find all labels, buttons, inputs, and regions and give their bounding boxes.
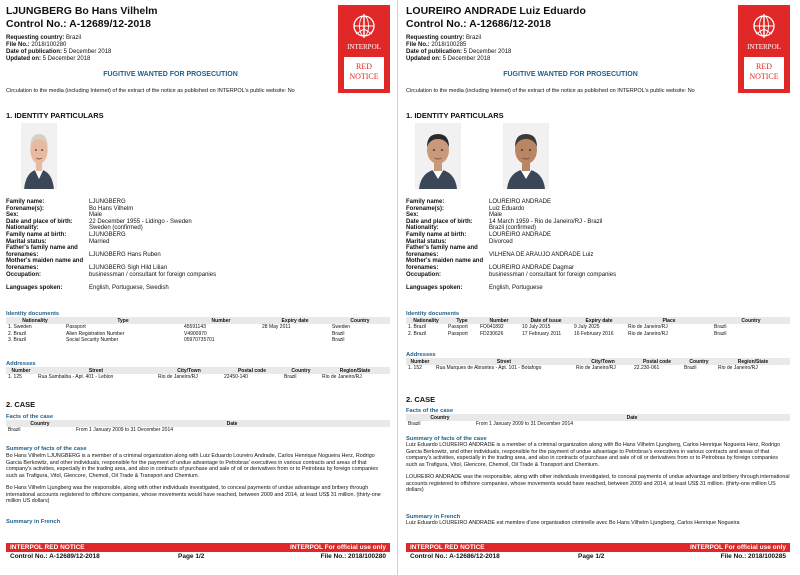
footer-official: INTERPOL For official use only — [290, 544, 386, 551]
identity-key: Marital status: — [406, 238, 447, 245]
table-header-cell: Type — [64, 317, 182, 324]
identity-key: Mother's maiden name and forenames: — [6, 258, 84, 271]
table-cell: Rio de Janeiro/RJ — [158, 374, 198, 381]
logo-plate — [344, 57, 384, 89]
table-cell: 2. Brazil — [408, 330, 427, 337]
table-cell: Social Security Number — [66, 337, 119, 344]
identity-key: Forename(s): — [6, 205, 45, 212]
summary-heading: Summary of facts of the case — [6, 446, 87, 452]
table-header-cell: Nationality — [406, 317, 446, 324]
summary-french-heading: Summary in French — [406, 514, 461, 520]
table-cell: 45591143 — [184, 324, 206, 331]
logo-line-notice: NOTICE — [349, 72, 379, 81]
page-divider — [397, 0, 398, 575]
addresses-heading: Addresses — [406, 352, 436, 358]
footer-official: INTERPOL For official use only — [690, 544, 786, 551]
table-header-cell: Country — [282, 367, 320, 374]
table-cell: 10 July 2015 — [522, 324, 551, 331]
interpol-red-notice-logo — [338, 5, 390, 93]
identity-key: Languages spoken: — [6, 284, 63, 291]
identity-documents-table — [406, 317, 790, 337]
summary-paragraph-1: Bo Hans Vilhelm LJUNGBERG is a member of a criminal organization along with Luiz Eduardo Loureiro Andrade, Carlos Henrique Nogueira Herz, Rodrigo Garcia Berkowitz, and other individuals, responsible for the payment of undue advantage to Petrobras' executives in various contracts and areas of that company's activities, especially in the trading area, and also in contracts of purchase and sale of oil or derivatives from or to Petrobras by foreign companies such as Trafigura, Vitol, Glencore, Chemoil, Oil Trade & Transport and Chemium. — [6, 453, 378, 479]
meta-value: 2018/100285 — [431, 42, 467, 48]
table-cell: From 1 January 2009 to 31 December 2014 — [476, 421, 573, 428]
identity-value: Divorced — [489, 238, 513, 245]
meta-row — [6, 42, 111, 49]
table-header-cell: Date — [74, 420, 390, 427]
interpol-red-notice-logo — [738, 5, 790, 93]
identity-key: Father's family name and forenames: — [406, 245, 478, 258]
identity-value: Male — [89, 212, 103, 219]
identity-value: LOUREIRO ANDRADE — [489, 199, 552, 205]
table-header-cell: Type — [446, 317, 478, 324]
notice-page-left — [3, 0, 393, 575]
table-cell: 22.230-061 — [634, 365, 660, 372]
meta-key: Requesting country: — [6, 35, 65, 41]
table-cell: 1. 125 — [8, 374, 22, 381]
table-header-row — [406, 358, 790, 365]
summary-paragraph-2: Bo Hans Vilhelm Ljungberg was the responsible, along with other individuals investigated, to conceal payments of undue advantage and bribery through international accounts registered to offshore companies, whose movements would have reached, between 2009 and 2014, at least US$ 31 million. (thirty-one million US dollars) — [6, 485, 381, 504]
footer-page-number: Page 1/2 — [578, 553, 605, 560]
table-cell: Brazil — [714, 324, 727, 331]
table-cell: Brazil — [714, 330, 727, 337]
identity-value: Married — [89, 238, 110, 245]
meta-key: File No.: — [6, 42, 30, 48]
identity-key: Mother's maiden name and forenames: — [406, 258, 484, 271]
facts-table — [406, 414, 790, 428]
identity-key: Date and place of birth: — [406, 218, 473, 225]
table-cell: Rio de Janeiro/RJ — [718, 365, 758, 372]
section-case-heading: 2. CASE — [6, 400, 36, 409]
footer-page-number: Page 1/2 — [178, 553, 205, 560]
facts-heading: Facts of the case — [406, 408, 454, 414]
table-cell: Rio de Janeiro/RJ — [628, 324, 668, 331]
interpol-globe-icon — [751, 13, 777, 39]
identity-key: Sex: — [406, 212, 419, 219]
identity-documents-heading: Identity documents — [6, 311, 60, 317]
identity-value: businessman / consultant for foreign companies — [89, 271, 217, 278]
summary-heading: Summary of facts of the case — [406, 436, 487, 442]
table-cell: 3. Brazil — [8, 337, 27, 344]
footer-file-number: File No.: 2018/100280 — [320, 553, 386, 560]
photo-1 — [21, 123, 57, 189]
identity-value: 14 March 1959 - Rio de Janeiro/RJ - Brazil — [489, 218, 603, 225]
table-cell: Passport — [448, 324, 468, 331]
notice-page-right — [403, 0, 793, 575]
summary-french-heading: Summary in French — [6, 519, 61, 525]
identity-key: Family name at birth: — [406, 231, 467, 238]
meta-value: 2018/100280 — [31, 42, 67, 48]
footer-banner — [406, 543, 790, 552]
identity-key: Father's family name and forenames: — [6, 245, 78, 258]
footer-info — [406, 553, 790, 561]
table-header-cell: Country — [682, 358, 716, 365]
table-cell: 17 February 2011 — [522, 330, 562, 337]
identity-key: Occupation: — [6, 271, 42, 278]
logo-line-red: RED — [756, 62, 772, 71]
identity-documents-heading: Identity documents — [406, 311, 460, 317]
table-cell: FD230626 — [480, 330, 504, 337]
identity-value: LJUNGBERG — [89, 231, 126, 238]
notice-meta — [406, 35, 511, 63]
logo-line-red: RED — [356, 62, 372, 71]
table-cell: Brazil — [684, 365, 697, 372]
table-header-cell: Country — [6, 420, 74, 427]
meta-key: Updated on: — [6, 56, 41, 62]
table-cell: Rua Sambaiba - Apt. 401 - Leblon — [38, 374, 114, 381]
table-header-cell: Number — [6, 367, 36, 374]
meta-row — [6, 56, 111, 63]
facts-heading: Facts of the case — [6, 414, 54, 420]
meta-key: Date of publication: — [6, 49, 62, 55]
table-cell: Brazil — [332, 337, 345, 344]
summary-paragraph-1: Luiz Eduardo LOUREIRO ANDRADE is a member of a criminal organization along with Bo Hans Vilhelm Ljungberg, Carlos Henrique Nogueira Herz, Rodrigo Garcia Berkowitz, and other individuals, responsible for the payment of undue advantage to Petrobras's executives in various contracts and areas of that company's activities, especially in the trading area, and also in contracts of purchase and sale of oil or derivatives from or to Petrobras by foreign companies such as Trafigura, Vitol, Glencore, Chemoil, Oil Trade & Transport and Chemium. — [406, 442, 781, 468]
notice-category: FUGITIVE WANTED FOR PROSECUTION — [103, 71, 238, 78]
meta-value: 5 December 2018 — [42, 56, 91, 62]
table-header-cell: City/Town — [156, 367, 222, 374]
table-header-cell: Country — [712, 317, 790, 324]
facts-table — [6, 420, 390, 434]
table-cell: 05970735701 — [184, 337, 215, 344]
logo-line-notice: NOTICE — [749, 72, 779, 81]
table-cell: 2. Brazil — [8, 330, 27, 337]
control-number: Control No.: A-12686/12-2018 — [406, 18, 551, 30]
table-header-cell: Date of issue — [520, 317, 572, 324]
footer-title: INTERPOL RED NOTICE — [410, 544, 485, 551]
table-cell: Brazil — [8, 427, 21, 434]
summary-french-text: Luiz Eduardo LOUREIRO ANDRADE est membre d'une organisation criminelle avec Bo Hans Vilhelm Ljungberg, Carlos Henrique Nogueira — [406, 520, 740, 526]
addresses-table — [406, 358, 790, 372]
identity-documents-table — [6, 317, 390, 344]
logo-org-name: INTERPOL — [347, 43, 381, 51]
photo-1 — [415, 123, 461, 189]
portrait-icon — [503, 123, 549, 189]
meta-row — [6, 49, 111, 56]
footer-file-number: File No.: 2018/100285 — [720, 553, 786, 560]
table-header-cell: Postal code — [632, 358, 682, 365]
identity-key: Marital status: — [6, 238, 47, 245]
table-row — [6, 427, 390, 434]
identity-value: English, Portuguese — [489, 284, 543, 291]
table-header-cell: Country — [330, 317, 390, 324]
meta-value: 5 December 2018 — [442, 56, 491, 62]
identity-value: Bo Hans Vilhelm — [89, 205, 134, 212]
table-header-cell: Number — [182, 317, 260, 324]
notice-meta — [6, 35, 111, 63]
table-cell: Brazil — [332, 330, 345, 337]
identity-key: Family name: — [6, 199, 45, 205]
identity-key: Nationality: — [406, 225, 439, 232]
table-cell: Rua Marques de Abrantes - Apt. 101 - Botafogo — [436, 365, 542, 372]
table-header-cell: Postal code — [222, 367, 282, 374]
table-header-cell: Date — [474, 414, 790, 421]
meta-row — [406, 56, 511, 63]
identity-value: English, Portuguese, Swedish — [89, 284, 169, 291]
table-header-cell: Expiry date — [260, 317, 330, 324]
table-header-row — [406, 414, 790, 421]
table-row — [6, 337, 390, 344]
identity-value: LOUREIRO ANDRADE — [489, 231, 552, 238]
footer-title: INTERPOL RED NOTICE — [10, 544, 85, 551]
table-cell: Rio de Janeiro/RJ — [628, 330, 668, 337]
meta-key: Updated on: — [406, 56, 441, 62]
table-cell: 1. Brazil — [408, 324, 427, 331]
identity-key: Date and place of birth: — [6, 218, 73, 225]
meta-row — [406, 49, 511, 56]
identity-value: LOUREIRO ANDRADE Dagmar — [489, 264, 575, 271]
meta-row — [6, 35, 111, 42]
meta-key: Date of publication: — [406, 49, 462, 55]
section-identity-heading: 1. IDENTITY PARTICULARS — [6, 111, 104, 120]
identity-key: Family name at birth: — [6, 231, 67, 238]
table-cell: 16 February 2016 — [574, 330, 614, 337]
logo-org-name: INTERPOL — [747, 43, 781, 51]
section-case-heading: 2. CASE — [406, 395, 436, 404]
table-row — [406, 365, 790, 372]
subject-name: LJUNGBERG Bo Hans Vilhelm — [6, 5, 158, 17]
logo-plate — [744, 57, 784, 89]
section-identity-heading: 1. IDENTITY PARTICULARS — [406, 111, 504, 120]
meta-key: File No.: — [406, 42, 430, 48]
table-header-row — [6, 420, 390, 427]
photo-2 — [503, 123, 549, 189]
subject-name: LOUREIRO ANDRADE Luiz Eduardo — [406, 5, 586, 17]
table-cell: 28 May 2011 — [262, 324, 291, 331]
notice-category: FUGITIVE WANTED FOR PROSECUTION — [503, 71, 638, 78]
summary-text — [6, 453, 390, 505]
identity-key: Sex: — [6, 212, 19, 219]
identity-key: Forename(s): — [406, 205, 445, 212]
table-header-cell: Expiry date — [572, 317, 626, 324]
meta-value: 5 December 2018 — [63, 49, 112, 55]
table-cell: Rio de Janeiro/RJ — [576, 365, 616, 372]
addresses-table — [6, 367, 390, 381]
table-cell: Alien Registration Number — [66, 330, 125, 337]
identity-value: Male — [489, 212, 503, 219]
table-cell: Sweden — [332, 324, 351, 331]
identity-value: 22 December 1955 - Lidingo - Sweden — [89, 218, 192, 225]
meta-key: Requesting country: — [406, 35, 465, 41]
table-cell: From 1 January 2009 to 31 December 2014 — [76, 427, 173, 434]
footer-info — [6, 553, 390, 561]
table-cell — [260, 337, 330, 344]
table-cell: 1. Sweden — [8, 324, 32, 331]
table-cell: Brazil — [408, 421, 421, 428]
table-cell: 22450-140 — [224, 374, 248, 381]
identity-value: VILHENA DE ARAUJO ANDRADE Luiz — [489, 251, 594, 258]
summary-text — [406, 442, 790, 494]
identity-key: Family name: — [406, 199, 445, 205]
interpol-globe-icon — [351, 13, 377, 39]
table-header-cell: Street — [36, 367, 156, 374]
table-header-cell: Street — [434, 358, 574, 365]
control-number: Control No.: A-12689/12-2018 — [6, 18, 151, 30]
identity-key: Languages spoken: — [406, 284, 463, 291]
summary-paragraph-2: LOUREIRO ANDRADE was the responsible, along with other individuals investigated, to conceal payments of undue advantage and bribery through international accounts registered to offshore companies, whose movements would have reached, between 2009 and 2014, at least US$ 31 million. (thirty-one million US dollars) — [406, 474, 790, 493]
table-header-cell: Country — [406, 414, 474, 421]
table-row — [406, 421, 790, 428]
footer-banner — [6, 543, 390, 552]
circulation-note: Circulation to the media (including Internet) of the extract of the notice as published on INTERPOL's public website: No — [6, 88, 295, 94]
table-header-cell: Place — [626, 317, 712, 324]
table-cell: V4900970 — [184, 330, 207, 337]
footer-control-number: Control No.: A-12686/12-2018 — [410, 553, 500, 560]
table-header-cell: Region/State — [320, 367, 390, 374]
meta-row — [406, 42, 511, 49]
identity-value: LJUNGBERG Sigh Hild Lilian — [89, 264, 168, 271]
portrait-icon — [21, 123, 57, 189]
identity-value: Luiz Eduardo — [489, 205, 525, 212]
table-header-cell: Number — [406, 358, 434, 365]
portrait-icon — [415, 123, 461, 189]
table-cell: Brazil — [284, 374, 297, 381]
identity-value: Brazil (confirmed) — [489, 225, 537, 232]
identity-key: Occupation: — [406, 271, 442, 278]
identity-value: Sweden (confirmed) — [89, 225, 143, 232]
identity-key: Nationality: — [6, 225, 39, 232]
table-header-cell: Nationality — [6, 317, 64, 324]
table-cell: Passport — [448, 330, 468, 337]
circulation-note: Circulation to the media (including Internet) of the extract of the notice as published on INTERPOL's public website: No — [406, 88, 695, 94]
table-header-row — [6, 317, 390, 324]
addresses-heading: Addresses — [6, 361, 36, 367]
table-header-row — [406, 317, 790, 324]
footer-control-number: Control No.: A-12689/12-2018 — [10, 553, 100, 560]
table-cell: Rio de Janeiro/RJ — [322, 374, 362, 381]
table-cell: 9 July 2025 — [574, 324, 600, 331]
table-header-row — [6, 367, 390, 374]
meta-row — [406, 35, 511, 42]
table-cell: Passport — [66, 324, 86, 331]
table-header-cell: Number — [478, 317, 520, 324]
meta-value: Brazil — [66, 35, 82, 41]
table-row — [406, 331, 790, 338]
meta-value: Brazil — [466, 35, 482, 41]
meta-value: 5 December 2018 — [463, 49, 512, 55]
table-row — [6, 374, 390, 381]
identity-value: LJUNGBERG — [89, 199, 126, 205]
table-header-cell: City/Town — [574, 358, 632, 365]
table-cell: 1. 152 — [408, 365, 422, 372]
identity-value: businessman / consultant for foreign companies — [489, 271, 617, 278]
table-cell: FO041892 — [480, 324, 504, 331]
table-header-cell: Region/State — [716, 358, 790, 365]
identity-value: LJUNGBERG Hans Ruben — [89, 251, 161, 258]
